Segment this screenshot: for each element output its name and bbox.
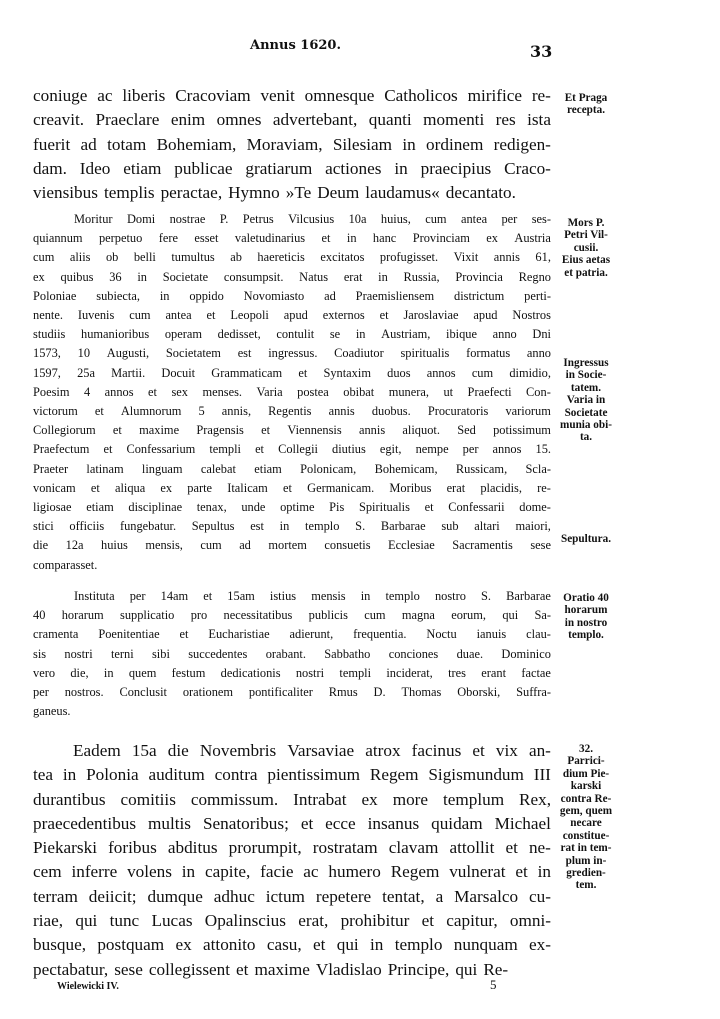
text-line: Piekarski foribus abditus prorumpit, rostratam clavam attollit et ne- (33, 838, 551, 858)
margin-note-line: rat in tem- (560, 842, 612, 855)
text-line: per nostros. Conclusit orationem pontificaliter Rmus D. Thomas Oborski, Suffra- (33, 685, 551, 700)
text-line: Collegiorum et maxime Pragensis et Viennensis annis aliquot. Sed potissimum (33, 423, 551, 438)
text-line: pectabatur, sese collegissent et maxime Vladislao Principe, qui Re- (33, 959, 509, 979)
margin-note-death (552, 217, 620, 279)
text-line: victorum et Alumnorum 5 annis, Regentis annis duobus. Procuratoris variorum (33, 404, 551, 419)
text-line: tea in Polonia auditum contra pientissimum Regem Sigismundum III (33, 765, 551, 785)
margin-note-line: Sepultura. (560, 533, 612, 545)
text-line: Poesim 4 annos et sex menses. Varia postea obibat munera, ut Praefecti Con- (33, 384, 551, 399)
text-line: comparasset. (33, 557, 98, 572)
text-line: Praeter latinam linguam calebat etiam Polonicam, Bohemicam, Russicam, Scla- (33, 461, 551, 476)
text-line: 40 horarum supplicatio pro necessitatibus publicis cum magna eorum, qui Sa- (33, 608, 551, 623)
margin-note-line: ta. (579, 431, 593, 444)
margin-note-line: gredien- (566, 867, 606, 880)
text-line: nente. Iuvenis cum antea et Leopoli apud externos et Jaroslaviae apud Nostros (33, 308, 551, 323)
margin-note-line: karski (570, 780, 602, 793)
margin-note-line: in Socie- (565, 369, 607, 382)
text-line: Poloniae subiecta, in oppido Novomiasto ad Praemisliensem districtum perti- (33, 288, 551, 303)
text-line: cem inferre volens in capite, facie ac humero Regem vulnerat et in (33, 862, 551, 882)
margin-note-prague (552, 92, 620, 117)
text-line: Moritur Domi nostrae P. Petrus Vilcusius 10a huius, cum antea per ses- (74, 212, 551, 226)
margin-note-line: constitue- (562, 829, 610, 842)
text-line: Praefectum et Confessarium templi et Collegii diutius egit, nempe per annos 15. (33, 442, 551, 457)
page-number: 33 (530, 42, 553, 61)
margin-note-parricide (552, 743, 620, 892)
margin-note-line: et patria. (564, 266, 608, 279)
margin-note-line: Et Praga (564, 92, 608, 104)
text-line: ganeus. (33, 704, 71, 719)
text-line: studiis humanioribus operam dedisset, contulit se in Austriam, ibique anno Dni (33, 327, 551, 342)
margin-note-line: munia obi- (560, 419, 612, 432)
margin-note-entry-society (552, 357, 620, 444)
text-line: cum aliis ob belli tumultus ab haereticis excitatos profugisset. Vixit annis 61, (33, 250, 551, 265)
text-line: ex quibus 36 in Societate consumpsit. Natus erat in Russia, Provincia Regno (33, 269, 551, 284)
margin-note-line: Eius aetas (561, 254, 611, 267)
margin-note-line: in nostro (564, 616, 608, 629)
text-line: vonicam et aliqua ex parte Italicam et Germanicam. Moribus erat placidis, re- (33, 480, 551, 495)
margin-note-forty-hours (552, 592, 620, 642)
margin-note-line: recepta. (567, 104, 605, 117)
margin-note-line: plum in- (565, 854, 607, 867)
paragraph-assassination-attempt (33, 739, 551, 982)
paragraph-death-of-vilcusius (33, 210, 551, 575)
text-line: die 12a huius mensis, cum ad mortem consuetis Ecclesiae Sacramentis sese (33, 538, 551, 553)
margin-note-line: Oratio 40 (563, 592, 609, 604)
text-line: viensibus templis peractae, Hymno »Te Deum laudamus« decantato. (33, 183, 516, 203)
margin-note-burial (552, 533, 620, 545)
margin-note-line: tem. (575, 879, 597, 892)
text-line: creavit. Praeclare enim omnes advertebant, quanti momenti res ista (33, 110, 551, 130)
text-line: quiannum perpetuo fere esset valetudinarius et in hanc Provinciam ex Austria (33, 231, 551, 246)
margin-note-line: Mors P. (567, 217, 605, 229)
margin-note-line: contra Re- (560, 792, 612, 805)
margin-note-line: horarum (564, 604, 608, 617)
paragraph-forty-hours-prayer (33, 587, 551, 721)
margin-note-line: Petri Vil- (564, 229, 608, 242)
margin-note-line: Parrici- (567, 755, 605, 768)
text-line: praecedentibus multis Senatoribus; et ecce insanus quidam Michael (33, 813, 551, 833)
margin-note-line: tatem. (570, 381, 602, 394)
text-line: busque, postquam ex attonito casu, et qui in templo nunquam ex- (33, 935, 551, 955)
text-line: 1597, 25a Martii. Docuit Grammaticam et Syntaxim duos annos cum dimidio, (33, 365, 551, 380)
margin-note-line: Ingressus (563, 357, 609, 369)
margin-note-line: gem, quem (559, 805, 613, 818)
margin-note-line: Societate (564, 406, 608, 419)
text-line: cramenta Poenitentiae et Eucharistiae adierunt, frequentia. Noctu ianuis clau- (33, 627, 551, 642)
text-line: Eadem 15a die Novembris Varsaviae atrox facinus et vix an- (73, 741, 551, 760)
text-line: 1573, 10 Augusti, Societatem est ingressus. Coadiutor spiritualis formatus anno (33, 346, 551, 361)
text-line: fuerit ad totam Bohemiam, Moraviam, Silesiam in ordinem redigen- (33, 134, 551, 154)
margin-note-line: necare (570, 817, 602, 830)
margin-note-line: 32. (579, 743, 593, 755)
text-line: terram deiicit; dumque adhuc ictum repetere tentat, a Marsalco cu- (33, 886, 551, 906)
margin-note-line: Varia in (566, 394, 606, 407)
text-line: coniuge ac liberis Cracoviam venit omnesque Catholicos mirifice re- (33, 86, 551, 105)
text-line: Instituta per 14am et 15am istius mensis in templo nostro S. Barbarae (74, 589, 551, 603)
text-line: vero die, in quem festum dedicationis nostri templi inciderat, tres erant factae (33, 665, 551, 680)
text-line: ligiosae etiam disciplinae tenax, unde optime Pis Spiritualis et Confessarii dome- (33, 500, 551, 515)
paragraph-prague-recovered (33, 84, 551, 205)
text-line: riae, qui tunc Lucas Opalinscius erat, prohibitur et capitur, omni- (33, 911, 551, 931)
text-line: dam. Ideo etiam publicae gratiarum actiones in praecipius Craco- (33, 158, 551, 178)
text-line: stici officiis fungebatur. Sepultus est in templo S. Barbarae sub altari maiori, (33, 519, 551, 534)
footer-signature-label: Wielewicki IV. (57, 981, 119, 992)
footer-sheet-number: 5 (490, 977, 497, 992)
running-head-title: Annus 1620. (250, 38, 341, 53)
text-line: durantibus comitiis commissum. Intrabat ex more templum Rex, (33, 789, 551, 809)
margin-note-line: templo. (568, 629, 604, 642)
margin-note-line: dium Pie- (562, 767, 610, 780)
text-line: sis nostri terni sibi succedentes orabant. Sabbatho conciones duae. Dominico (33, 646, 551, 661)
margin-note-line: cusii. (573, 241, 599, 254)
